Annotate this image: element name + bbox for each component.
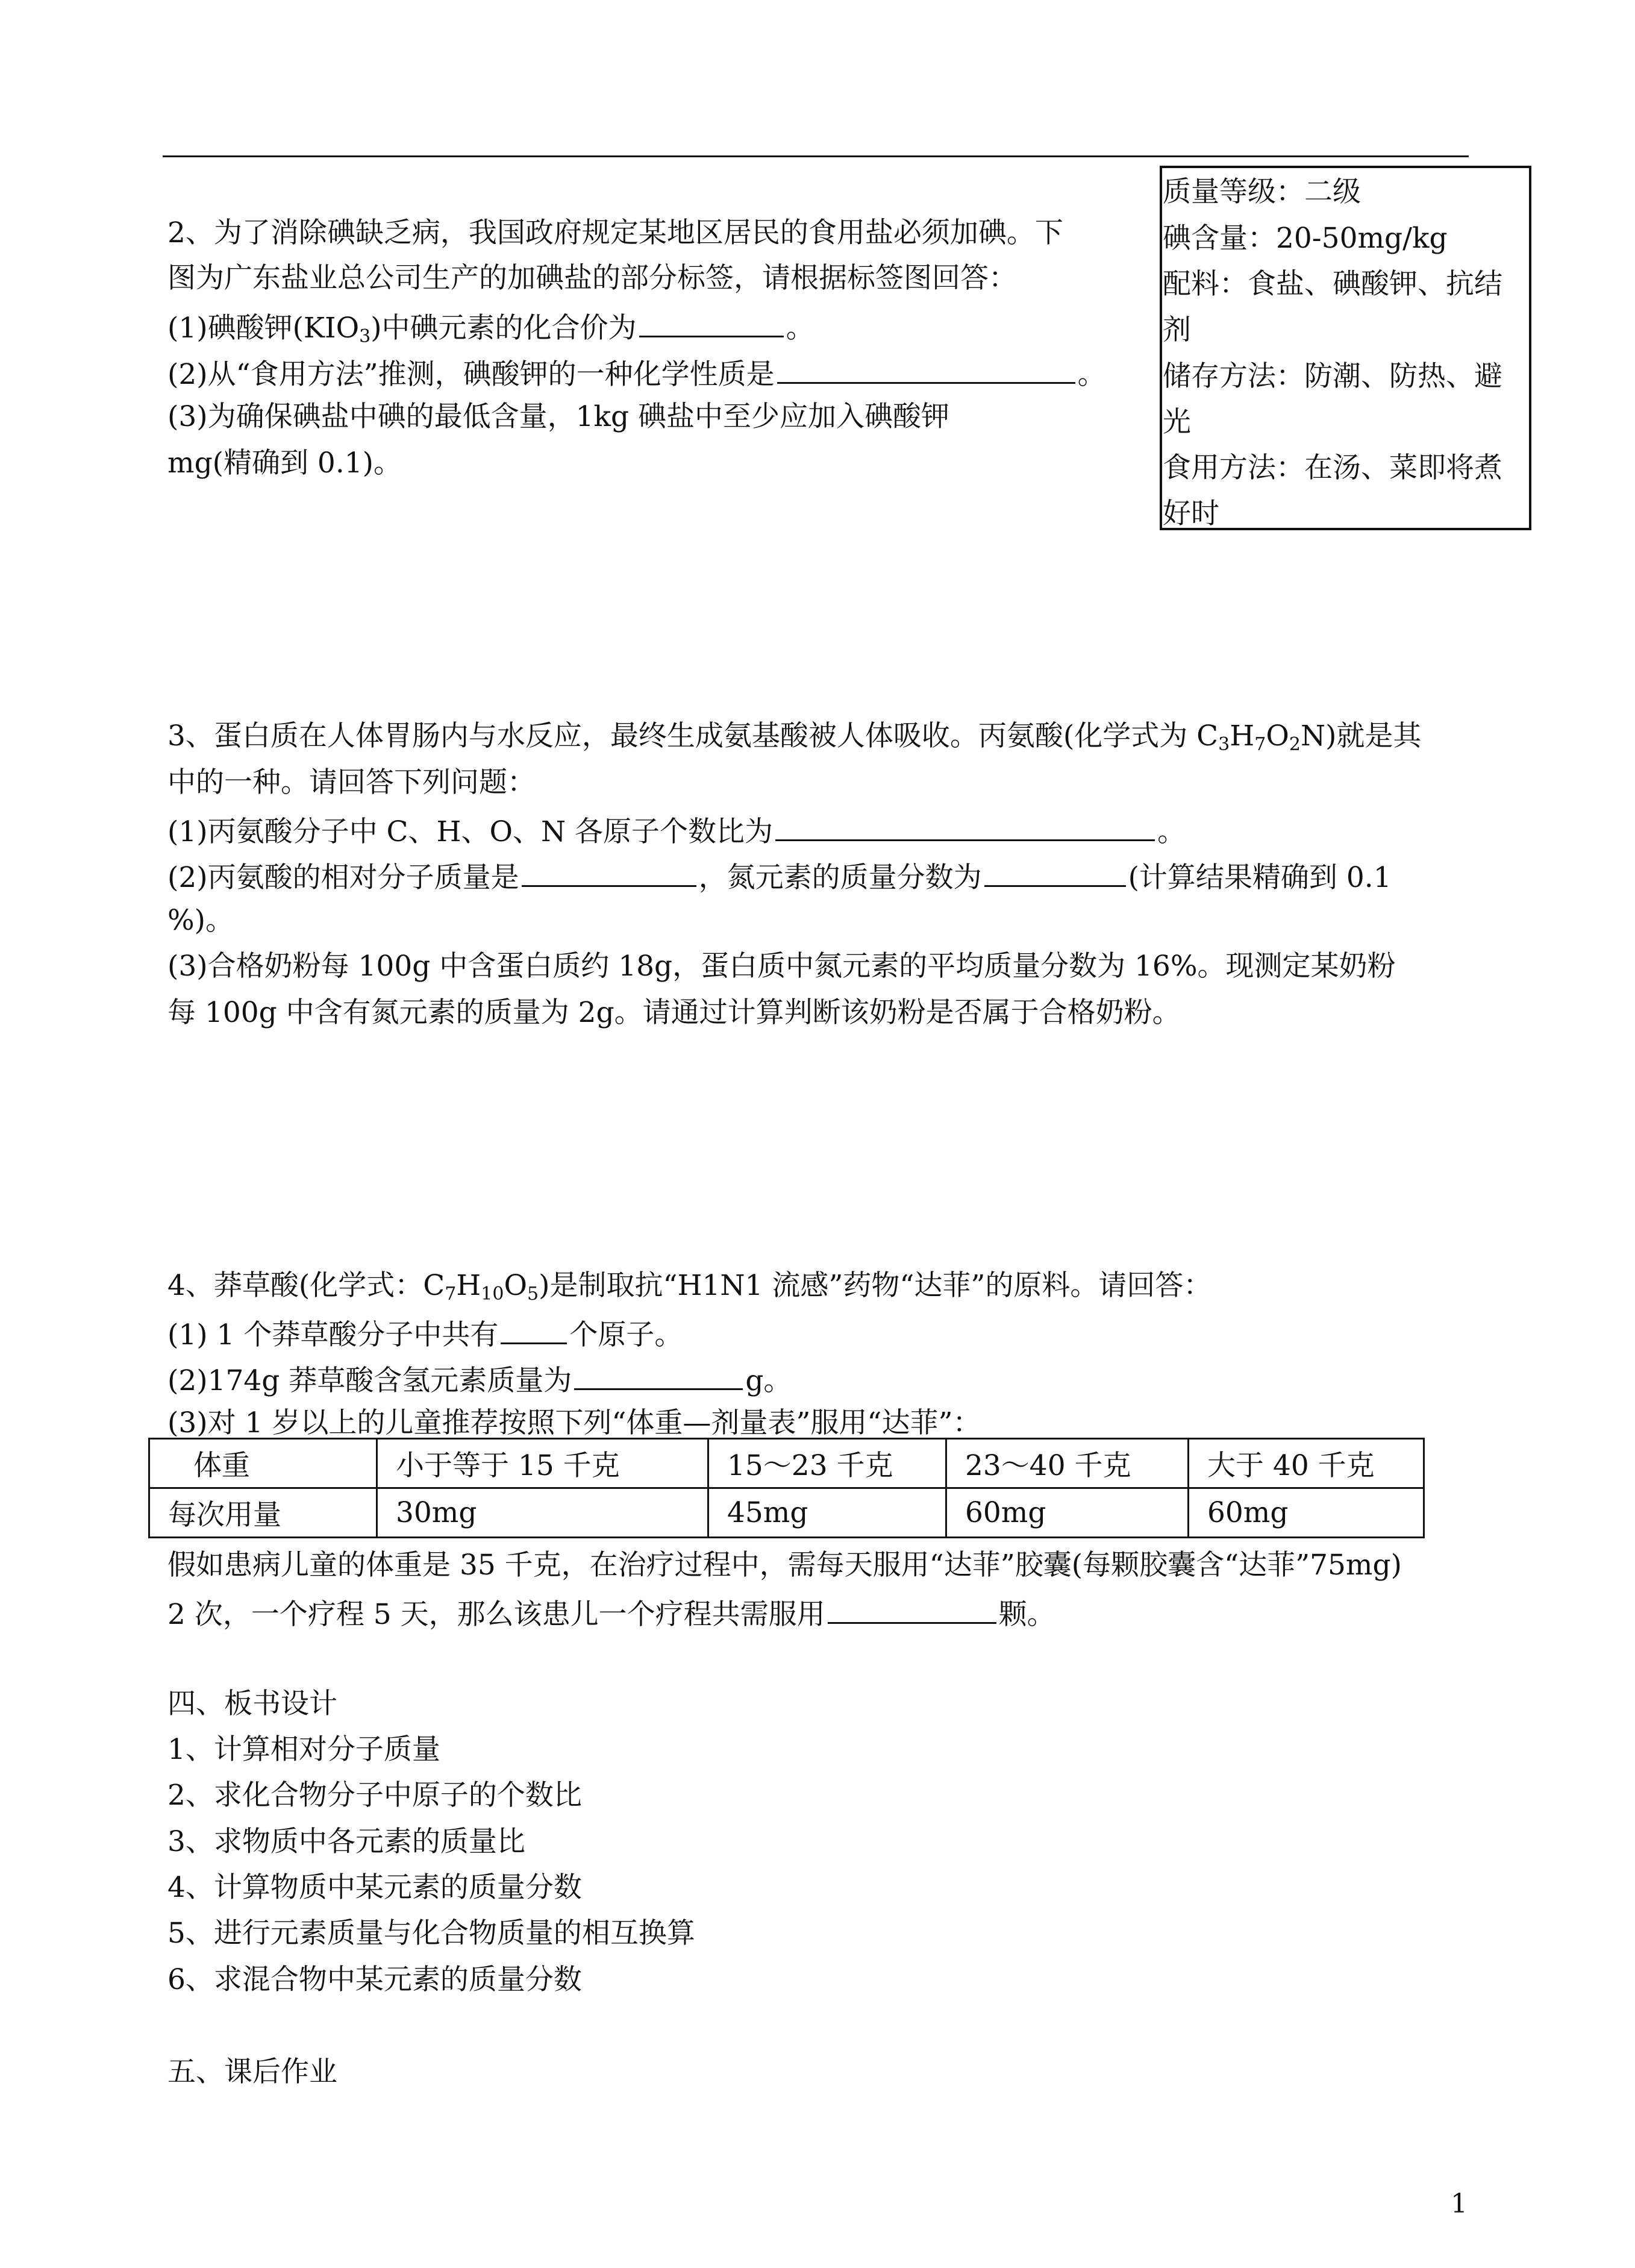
q4-part1	[167, 1317, 683, 1352]
q3-part2-mid: ，氮元素的质量分数为	[698, 861, 982, 894]
answer-blank[interactable]	[775, 814, 1155, 841]
section5-title: 五、课后作业	[167, 2055, 337, 2088]
subscript: 7	[445, 1283, 457, 1305]
q2-line2: 图为广东盐业总公司生产的加碘盐的部分标签，请根据标签图回答：	[167, 262, 1017, 295]
section4-item: 6、求混合物中某元素的质量分数	[167, 1963, 582, 1996]
table-cell: 60mg	[946, 1488, 1189, 1538]
q4-part1-text: (1) 1 个莽草酸分子中共有	[167, 1318, 499, 1352]
q3-part2-text: (2)丙氨酸的相对分子质量是	[167, 861, 519, 894]
punct: 。	[1077, 358, 1106, 391]
q2-line1: 2、为了消除碘缺乏病，我国政府规定某地区居民的食用盐必须加碘。下	[167, 216, 1063, 249]
table-header-cell: 小于等于 15 千克	[377, 1439, 708, 1488]
q3-part3-line1: (3)合格奶粉每 100g 中含蛋白质约 18g，蛋白质中氮元素的平均质量分数为 16%。现测定某奶粉	[167, 950, 1396, 983]
table-cell: 每次用量	[149, 1488, 377, 1538]
q2-part1-text-post: )中碘元素的化合价为	[370, 312, 637, 345]
q4-part2-text: (2)174g 莽草酸含氢元素质量为	[167, 1364, 572, 1397]
punct: 。	[1157, 815, 1186, 848]
table-cell: 60mg	[1189, 1488, 1424, 1538]
formula-part: O	[504, 1269, 528, 1302]
page-number: 1	[1451, 2188, 1468, 2219]
section4-item: 2、求化合物分子中原子的个数比	[167, 1779, 582, 1812]
salt-label-line: 质量等级：二级	[1163, 175, 1361, 208]
formula-part: O	[1266, 719, 1289, 753]
q2-part3-line1: (3)为确保碘盐中碘的最低含量，1kg 碘盐中至少应加入碘酸钾	[167, 400, 949, 433]
table-row	[149, 1488, 1424, 1538]
salt-label-line: 储存方法：防潮、防热、避	[1163, 360, 1502, 393]
q4-part1-post: 个原子。	[569, 1318, 683, 1352]
q3-part3-line2: 每 100g 中含有氮元素的质量为 2g。请通过计算判断该奶粉是否属于合格奶粉。	[167, 996, 1181, 1029]
header-rule	[163, 155, 1469, 157]
q3-line1	[167, 719, 1422, 755]
subscript: 5	[527, 1283, 539, 1305]
table-header-cell: 23～40 千克	[946, 1439, 1189, 1488]
salt-label-line: 食用方法：在汤、菜即将煮	[1163, 451, 1502, 484]
table-cell: 45mg	[708, 1488, 946, 1538]
subscript: 7	[1254, 734, 1266, 755]
q2-part2-text: (2)从“食用方法”推测，碘酸钾的一种化学性质是	[167, 358, 775, 391]
q4-part2-post: g。	[745, 1364, 792, 1397]
q4-line1-text: 4、莽草酸(化学式：C	[167, 1269, 445, 1302]
q2-part1-text: (1)碘酸钾(KIO	[167, 312, 360, 345]
q3-part2-line2: %)。	[167, 904, 234, 937]
salt-label-line: 光	[1163, 406, 1191, 439]
q3-part1	[167, 814, 1186, 846]
section4-item: 5、进行元素质量与化合物质量的相互换算	[167, 1917, 695, 1950]
q3-part1-text: (1)丙氨酸分子中 C、H、O、N 各原子个数比为	[167, 815, 774, 848]
q4-line1	[167, 1269, 1212, 1305]
formula-part: H	[1230, 719, 1255, 753]
formula-part: H	[456, 1269, 481, 1302]
answer-blank[interactable]	[984, 860, 1126, 887]
section4-item: 1、计算相对分子质量	[167, 1733, 440, 1766]
punct: 。	[786, 312, 814, 345]
answer-blank[interactable]	[777, 357, 1075, 384]
dose-table	[148, 1438, 1425, 1538]
q4-after-post: 颗。	[998, 1598, 1055, 1631]
subscript: 3	[359, 326, 371, 347]
answer-blank[interactable]	[522, 860, 696, 887]
q2-part3-line2: mg(精确到 0.1)。	[167, 446, 402, 480]
subscript: 10	[481, 1283, 504, 1305]
subscript: 3	[1218, 734, 1230, 755]
answer-blank[interactable]	[501, 1317, 567, 1344]
q4-line1-text-post: )是制取抗“H1N1 流感”药物“达菲”的原料。请回答：	[539, 1269, 1212, 1302]
answer-blank[interactable]	[828, 1597, 996, 1624]
table-header-cell: 大于 40 千克	[1189, 1439, 1424, 1488]
section4-item: 4、计算物质中某元素的质量分数	[167, 1871, 582, 1904]
q3-part2	[167, 860, 1392, 892]
table-header-cell: 体重	[149, 1439, 377, 1488]
q3-line1-text-post: N)就是其	[1300, 719, 1422, 753]
q4-part2	[167, 1363, 792, 1395]
subscript: 2	[1289, 734, 1301, 755]
q3-part2-post: (计算结果精确到 0.1	[1128, 861, 1392, 894]
q4-after-line1: 假如患病儿童的体重是 35 千克，在治疗过程中，需每天服用“达菲”胶囊(每颗胶囊含“达菲”75mg)	[167, 1549, 1402, 1582]
salt-label-line: 好时	[1163, 497, 1219, 530]
q4-after-line2	[167, 1597, 1055, 1629]
table-header-cell: 15～23 千克	[708, 1439, 946, 1488]
q3-line1-text: 3、蛋白质在人体胃肠内与水反应，最终生成氨基酸被人体吸收。丙氨酸(化学式为 C	[167, 719, 1219, 753]
table-cell: 30mg	[377, 1488, 708, 1538]
section4-title: 四、板书设计	[167, 1687, 337, 1720]
salt-label-line: 配料：食盐、碘酸钾、抗结	[1163, 268, 1502, 301]
table-row	[149, 1439, 1424, 1488]
answer-blank[interactable]	[639, 310, 784, 337]
section4-item: 3、求物质中各元素的质量比	[167, 1825, 525, 1858]
salt-label-line: 碘含量：20-50mg/kg	[1163, 222, 1448, 255]
answer-blank[interactable]	[574, 1363, 743, 1390]
q2-part2	[167, 357, 1106, 389]
q2-part1	[167, 310, 814, 347]
salt-label-line: 剂	[1163, 313, 1191, 346]
q4-after-text: 2 次，一个疗程 5 天，那么该患儿一个疗程共需服用	[167, 1598, 825, 1631]
q3-line2: 中的一种。请回答下列问题：	[167, 766, 536, 799]
q4-part3: (3)对 1 岁以上的儿童推荐按照下列“体重—剂量表”服用“达菲”：	[167, 1406, 981, 1439]
